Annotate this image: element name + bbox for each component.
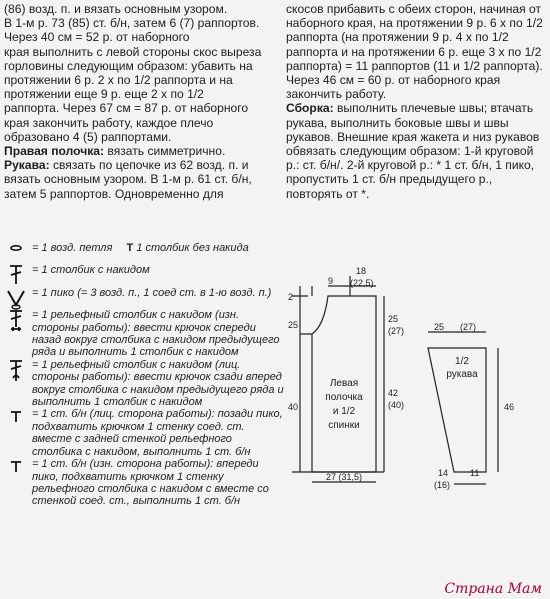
sleeve-text: связать по цепочке из 62 возд. п. и вязать основным узором. В 1-м р. 61 ст. б/н, затем 5 раппортов. Одновременно для (4, 158, 252, 201)
dim-left-upper: 25 (288, 320, 299, 330)
text-line: В 1-м р. 73 (85) ст. б/н, затем 6 (7) раппортов. Через 40 см = 52 р. от наборного (4, 16, 260, 45)
text-line: (86) возд. п. и вязать основным узором. (4, 2, 228, 16)
legend-sc-wrong-text: = 1 ст. б/н (изн. сторона работы): впереди пико, подхватить крючком 1 стенку рельефного столбика с накидом с вместе со стенкой соед. ст., выполнить 1 ст. б/н (32, 458, 269, 508)
legend-front-post-text: = 1 рельефный столбик с накидом (лиц. стороны работы): ввести крючок сзади вперед вокруг столбика с накидом предыдущего ряда и выполнить 1 столбик с накидом (32, 358, 284, 409)
dim-sleeve-bottom-alt: (16) (434, 480, 451, 490)
dim-shoulder-width: 18 (356, 266, 367, 276)
legend-row-chain (2, 242, 284, 254)
front-label-line: спинки (328, 420, 360, 431)
front-label-line: Левая (329, 378, 359, 389)
dim-right-lower: 42 (388, 388, 399, 398)
watermark-logo: Страна Мам (444, 581, 542, 597)
dim-bottom-width: 27 (31,5) (326, 472, 363, 482)
text-line: раппорта. Через 67 см = 87 р. от наборного края закончить работу, каждое плечо образовано 4 (5) раппортами. (4, 101, 249, 144)
legend-row-dc (2, 264, 284, 276)
dim-sleeve-top-alt: (27) (460, 322, 477, 332)
sleeve-continued-text: скосов прибавить с обеих сторон, начиная от наборного края, на протяжении 9 р. 6 х по 1/2 раппорта (на протяжении 9 р. 4 х по 1/2 раппорта и на протяжении 6 р. еще 3 х по 1/2 раппорта) = 11 раппортов (11 и 1/2 раппорта). Через 46 см = 60 р. от наборного края закончить работу. (286, 2, 543, 102)
legend-row-sc-right (2, 408, 284, 458)
dim-right-upper: 25 (388, 314, 399, 324)
assembly-text: выполнить плечевые швы; втачать рукава, выполнить боковые швы и швы рукавов. Внешние края жакета и низ рукавов обвязать следующим образом: 1-й круговой р.: ст. б/н/. 2-й круговой р.: * 1 ст. б/н, 1 пико, пропустить 1 ст. б/н предыдущего р., повторять от *. (286, 101, 540, 201)
front-post-dc-icon (4, 359, 28, 383)
sleeve-label-line: 1/2 (455, 356, 469, 367)
dimension-lines (292, 276, 498, 484)
back-post-dc-icon (4, 309, 28, 333)
assembly-heading: Сборка: (286, 101, 334, 116)
front-label-line: и 1/2 (332, 406, 356, 417)
chain-stitch-icon (4, 242, 28, 266)
sc-right-side-icon (4, 408, 28, 432)
right-front-paragraph (4, 144, 274, 158)
single-crochet-icon: T (126, 242, 134, 254)
legend-back-post-text: = 1 рельефный столбик с накидом (изн. стороны работы): ввести крючок спереди назад вокруг столбика с накидом предыдущего ряда и выполнить 1 столбик с накидом (32, 309, 280, 359)
picot-icon (4, 287, 28, 311)
sleeve-paragraph (4, 158, 274, 201)
legend-picot-text: = 1 пико (= 3 возд. п., 1 соед ст. в 1-ю возд. п.) (32, 286, 272, 299)
pattern-text-left-column (4, 2, 274, 201)
text-line: края выполнить с левой стороны скос выреза горловины следующим образом: убавить на протяжении 6 р. 2 х по 1/2 раппорта и на протяжении еще 9 р. еще 2 х по 1/2 (4, 44, 262, 102)
legend-row-back-post (2, 309, 284, 359)
legend-row-sc-wrong (2, 458, 284, 508)
dim-shoulder-width-alt: (22,5) (350, 278, 374, 288)
dim-sleeve-height: 46 (504, 402, 515, 412)
dim-left-lower: 40 (288, 402, 299, 412)
double-crochet-icon (4, 264, 28, 288)
sleeve-label-line: рукава (446, 369, 478, 380)
symbol-legend (2, 242, 284, 508)
legend-row-front-post (2, 359, 284, 409)
dim-neck-drop: 2 (288, 292, 294, 302)
dim-right-lower-alt: (40) (388, 400, 405, 410)
right-front-text: вязать симметрично. (104, 144, 226, 159)
dim-right-upper-alt: (27) (388, 326, 405, 336)
schematic-diagram (284, 262, 548, 494)
pattern-text-right-column (286, 2, 548, 201)
assembly-paragraph (286, 101, 548, 200)
legend-sc-right-text: = 1 ст. б/н (лиц. сторона работы): позади пико, подхватить крючком 1 стенку соед. ст. вместе с задней стенкой рельефного столбика с накидом, выполнить 1 ст. б/н (32, 408, 283, 458)
legend-sc-text: 1 столбик без накида (136, 242, 249, 254)
front-label-line: полочка (325, 392, 363, 403)
dim-neck-width: 9 (328, 276, 334, 286)
dim-sleeve-bottom-extra: 11 (470, 468, 480, 478)
dim-sleeve-bottom: 14 (438, 468, 449, 478)
sleeve-heading: Рукава: (4, 158, 50, 173)
legend-dc-text: = 1 столбик с накидом (32, 264, 150, 277)
legend-row-picot (2, 287, 284, 299)
legend-chain-text: = 1 возд. петля (32, 242, 113, 254)
right-front-heading: Правая полочка: (4, 144, 105, 159)
sc-wrong-side-icon (4, 458, 28, 482)
dim-sleeve-top: 25 (434, 322, 445, 332)
